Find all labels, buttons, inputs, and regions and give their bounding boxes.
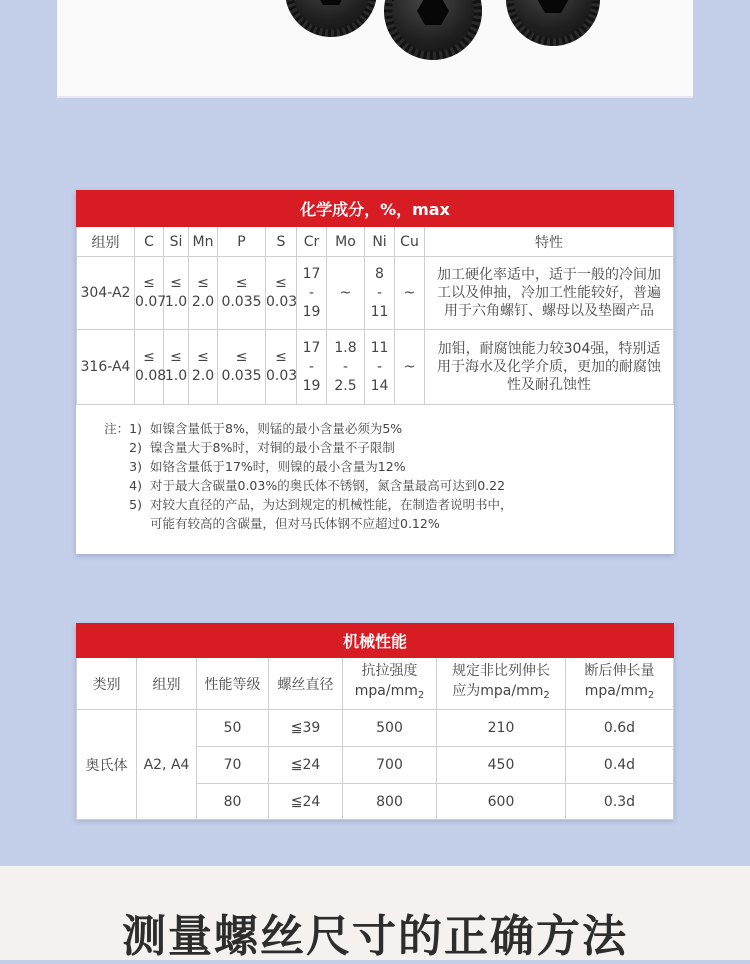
group-cell: 304-A2 [77,257,135,330]
feature-cell: 加工硬化率适中，适于一般的冷间加 工以及伸抽，冷加工性能较好，普遍 用于六角螺钉、螺母以及垫圈产品 [425,257,674,330]
bolt-image [384,0,482,60]
mn-cell: ≤ 2.0 [189,330,218,405]
header-c: C [135,227,164,257]
chem-table-title: 化学成分，%，max [77,191,674,227]
header-grade: 性能等级 [197,658,269,710]
section-heading: 测量螺丝尺寸的正确方法 [122,911,628,962]
header-s: S [266,227,297,257]
header-mn: Mn [189,227,218,257]
ni-cell: 11 - 14 [365,330,395,405]
elongation-cell: 0.6d [566,710,674,747]
header-mo: Mo [327,227,365,257]
bolt-image [285,0,377,37]
header-feature: 特性 [425,227,674,257]
header-elongation: 断后伸长量 mpa/$mm_2$ [566,658,674,710]
note-item: 注：1) 如镍含量低于8%，则锰的最小含量必须为5% [104,421,403,436]
bolt-image [506,0,600,46]
mo-cell: ~ [327,257,365,330]
ni-cell: 8 - 11 [365,257,395,330]
header-tensile: 抗拉强度 mpa/$mm_2$ [343,658,437,710]
thread-cell: ≦39 [269,710,343,747]
header-group: 组别 [77,227,135,257]
s-cell: ≤ 0.03 [266,257,297,330]
grade-cell: 50 [197,710,269,747]
group-cell: 316-A4 [77,330,135,405]
table-row [77,710,674,747]
table-row [77,330,674,405]
category-cell: 奥氏体 [77,710,137,820]
tensile-cell: 500 [343,710,437,747]
tensile-cell: 800 [343,784,437,820]
mechanical-properties-table [76,623,674,819]
header-ni: Ni [365,227,395,257]
yield-cell: 600 [437,784,566,820]
c-cell: ≤ 0.08 [135,330,164,405]
note-item: 4) 对于最大含碳量0.03%的奥氏体不锈钢，氮含量最高可达到0.22 [129,478,506,493]
header-cr: Cr [297,227,327,257]
yield-cell: 210 [437,710,566,747]
note-item: 3) 如铬含量低于17%时，则镍的最小含量为12% [129,459,406,474]
mech-table-title: 机械性能 [77,624,674,658]
header-cu: Cu [395,227,425,257]
table-row [77,257,674,330]
thread-cell: ≦24 [269,747,343,784]
yield-cell: 450 [437,747,566,784]
header-si: Si [164,227,189,257]
header-yield: 规定非比列伸长 应为mpa/$mm_2$ [437,658,566,710]
cu-cell: ~ [395,257,425,330]
tensile-cell: 700 [343,747,437,784]
p-cell: ≤ 0.035 [218,330,266,405]
product-photo [57,0,693,98]
cr-cell: 17 - 19 [297,330,327,405]
header-category: 类别 [77,658,137,710]
header-thread-diameter: 螺丝直径 [269,658,343,710]
si-cell: ≤ 1.0 [164,330,189,405]
grade-cell: 70 [197,747,269,784]
cu-cell: ~ [395,330,425,405]
mo-cell: 1.8 - 2.5 [327,330,365,405]
elongation-cell: 0.4d [566,747,674,784]
group-cell: A2, A4 [137,710,197,820]
elongation-cell: 0.3d [566,784,674,820]
note-item: 2) 镍含量大于8%时，对铜的最小含量不子限制 [129,440,395,455]
header-group: 组别 [137,658,197,710]
note-item: 5) 对较大直径的产品，为达到规定的机械性能，在制造者说明书中， [129,497,513,512]
note-item: 可能有较高的含碳量，但对马氏体钢不应超过0.12% [150,516,440,531]
header-p: P [218,227,266,257]
cr-cell: 17 - 19 [297,257,327,330]
chemical-composition-table [76,190,674,554]
grade-cell: 80 [197,784,269,820]
feature-cell: 加钼，耐腐蚀能力较304强，特别适 用于海水及化学介质，更加的耐腐蚀 性及耐孔蚀性 [425,330,674,405]
mn-cell: ≤ 2.0 [189,257,218,330]
si-cell: ≤ 1.0 [164,257,189,330]
c-cell: ≤ 0.07 [135,257,164,330]
p-cell: ≤ 0.035 [218,257,266,330]
s-cell: ≤ 0.03 [266,330,297,405]
notes-section [76,405,674,533]
thread-cell: ≦24 [269,784,343,820]
